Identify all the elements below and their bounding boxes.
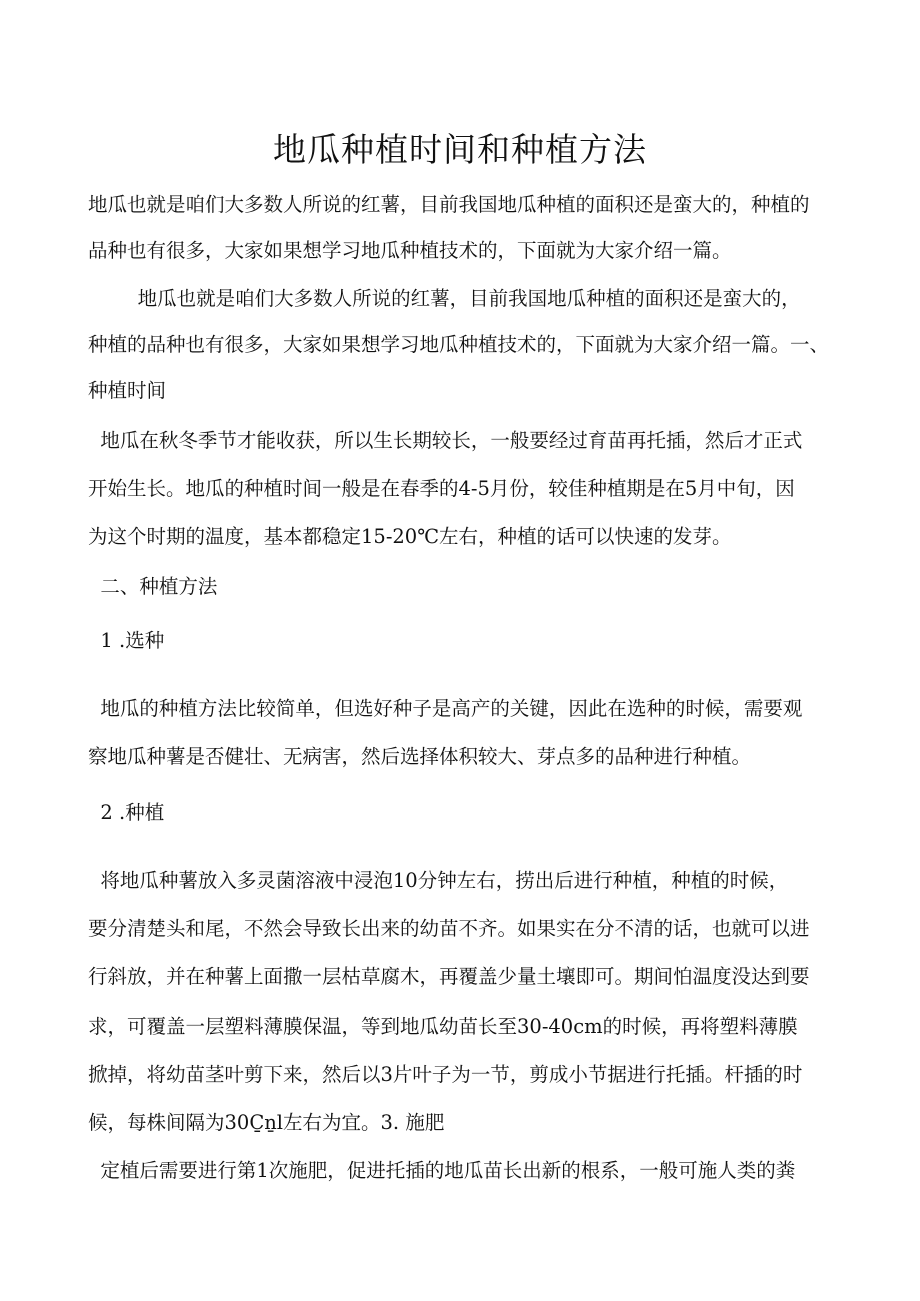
section-heading-2: 二、种植方法 [88, 575, 218, 598]
body-line-8: 为这个时期的温度，基本都稳定15-20℃左右，种植的话可以快速的发芽。 [88, 525, 732, 548]
body-line-6: 地瓜在秋冬季节才能收获，所以生长期较长，一般要经过育苗再托插，然后才正式 [88, 429, 803, 452]
body-line-4: 种植的品种也有很多，大家如果想学习地瓜种植技术的，下面就为大家介绍一篇。一、 [88, 333, 830, 356]
body-line-12: 察地瓜种薯是否健壮、无病害，然后选择体积较大、芽点多的品种进行种植。 [88, 745, 752, 768]
body-line-7: 开始生长。地瓜的种植时间一般是在春季的4-5月份，较佳种植期是在5月中旬，因 [88, 477, 795, 500]
body-line-3: 地瓜也就是咱们大多数人所说的红薯，目前我国地瓜种植的面积还是蛮大的， [88, 287, 801, 310]
body-line-18: 掀掉，将幼苗茎叶剪下来，然后以3片叶子为一节，剪成小节据进行托插。杆插的时 [88, 1063, 803, 1086]
body-line-20: 定植后需要进行第1次施肥，促进托插的地瓜苗长出新的根系，一般可施人类的粪 [88, 1159, 796, 1182]
body-line-19: 候，每株间隔为30C̱ṉl左右为宜。3. 施肥 [88, 1111, 445, 1134]
body-line-2: 品种也有很多，大家如果想学习地瓜种植技术的，下面就为大家介绍一篇。 [88, 239, 732, 262]
body-line-16: 行斜放，并在种薯上面撒一层枯草腐木，再覆盖少量土壤即可。期间怕温度没达到要 [88, 965, 810, 988]
subheading-1: 1 .选种 [88, 629, 165, 652]
body-line-11: 地瓜的种植方法比较简单，但选好种子是高产的关键，因此在选种的时候，需要观 [88, 697, 803, 720]
document-title: 地瓜种植时间和种植方法 [273, 130, 647, 169]
body-line-15: 要分清楚头和尾，不然会导致长出来的幼苗不齐。如果实在分不清的话，也就可以进 [88, 917, 810, 940]
body-line-5: 种植时间 [88, 379, 167, 402]
body-line-14: 将地瓜种薯放入多灵菌溶液中浸泡10分钟左右，捞出后进行种植，种植的时候， [88, 869, 789, 892]
body-line-17: 求，可覆盖一层塑料薄膜保温，等到地瓜幼苗长至30-40cm的时候，再将塑料薄膜 [88, 1015, 798, 1038]
subheading-2: 2 .种植 [88, 801, 165, 824]
body-line-1: 地瓜也就是咱们大多数人所说的红薯，目前我国地瓜种植的面积还是蛮大的，种植的 [88, 193, 810, 216]
